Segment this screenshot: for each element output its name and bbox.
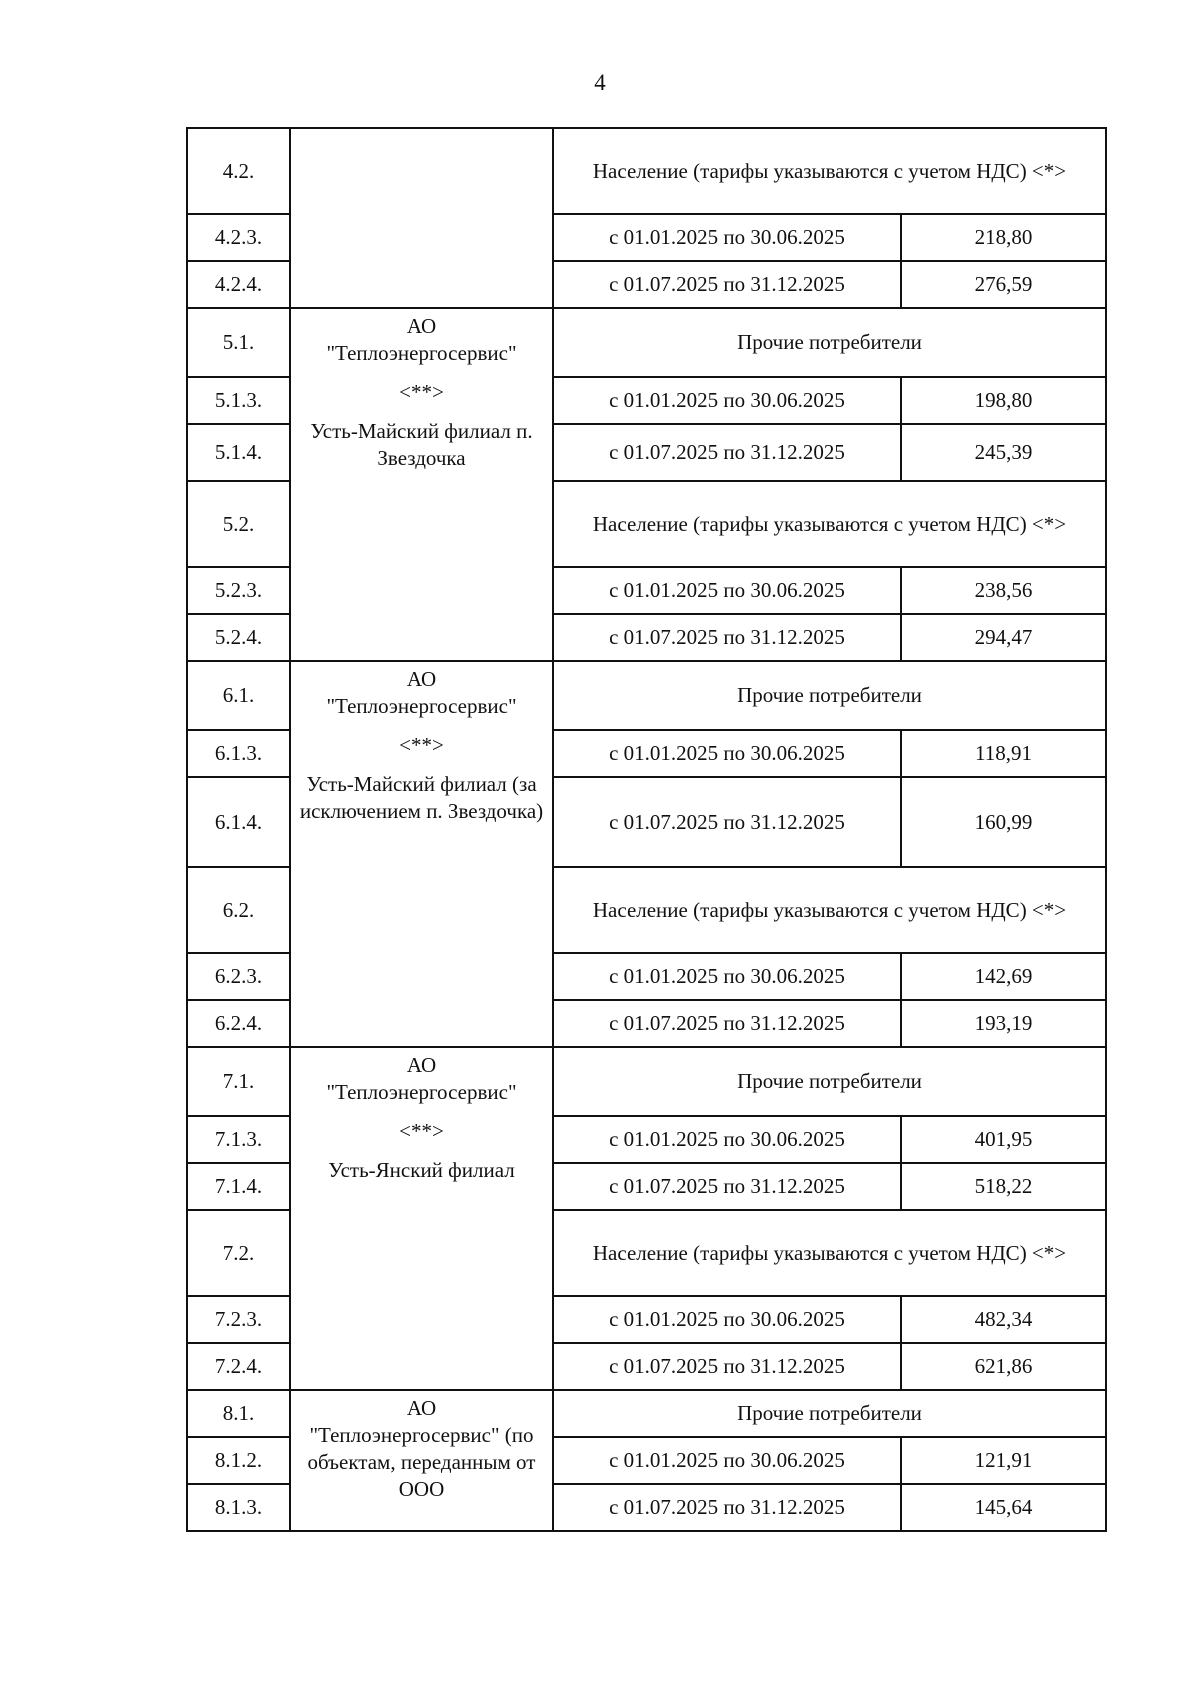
tariff-table	[186, 127, 1107, 1532]
consumer-category: Население (тарифы указываются с учетом НДС) <*>	[553, 867, 1106, 953]
tariff-period: с 01.01.2025 по 30.06.2025	[553, 377, 901, 424]
table-row	[187, 128, 1106, 214]
row-number: 6.2.3.	[187, 953, 290, 1000]
tariff-value: 145,64	[901, 1484, 1106, 1531]
row-number: 8.1.3.	[187, 1484, 290, 1531]
row-number: 4.2.	[187, 128, 290, 214]
tariff-value: 245,39	[901, 424, 1106, 481]
organization-line: "Теплоэнергосервис"	[326, 694, 517, 718]
table-row	[187, 661, 1106, 730]
tariff-period: с 01.01.2025 по 30.06.2025	[553, 1437, 901, 1484]
consumer-category: Прочие потребители	[553, 661, 1106, 730]
organization-line: АО	[406, 1053, 437, 1077]
tariff-period: с 01.01.2025 по 30.06.2025	[553, 567, 901, 614]
tariff-value: 142,69	[901, 953, 1106, 1000]
consumer-category: Население (тарифы указываются с учетом НДС) <*>	[553, 128, 1106, 214]
row-number: 5.1.	[187, 308, 290, 377]
row-number: 8.1.	[187, 1390, 290, 1437]
tariff-value: 482,34	[901, 1296, 1106, 1343]
organization-line: АО	[406, 667, 437, 691]
tariff-period: с 01.01.2025 по 30.06.2025	[553, 730, 901, 777]
row-number: 4.2.3.	[187, 214, 290, 261]
row-number: 7.2.4.	[187, 1343, 290, 1390]
tariff-period: с 01.01.2025 по 30.06.2025	[553, 214, 901, 261]
tariff-period: с 01.07.2025 по 31.12.2025	[553, 1343, 901, 1390]
row-number: 8.1.2.	[187, 1437, 290, 1484]
tariff-value: 401,95	[901, 1116, 1106, 1163]
consumer-category: Прочие потребители	[553, 308, 1106, 377]
organization-spacer	[297, 759, 546, 771]
tariff-period: с 01.01.2025 по 30.06.2025	[553, 953, 901, 1000]
organization-cell	[290, 1047, 553, 1390]
tariff-period: с 01.07.2025 по 31.12.2025	[553, 614, 901, 661]
row-number: 7.2.	[187, 1210, 290, 1296]
tariff-value: 193,19	[901, 1000, 1106, 1047]
tariff-value: 198,80	[901, 377, 1106, 424]
consumer-category: Население (тарифы указываются с учетом НДС) <*>	[553, 1210, 1106, 1296]
row-number: 6.1.	[187, 661, 290, 730]
organization-cell	[290, 1390, 553, 1531]
row-number: 6.2.	[187, 867, 290, 953]
organization-line: Усть-Майский филиал п. Звездочка	[310, 419, 533, 470]
tariff-period: с 01.07.2025 по 31.12.2025	[553, 1484, 901, 1531]
row-number: 5.2.	[187, 481, 290, 567]
tariff-value: 294,47	[901, 614, 1106, 661]
tariff-value: 621,86	[901, 1343, 1106, 1390]
organization-cell	[290, 661, 553, 1047]
tariff-value: 276,59	[901, 261, 1106, 308]
organization-cell	[290, 308, 553, 661]
tariff-period: с 01.07.2025 по 31.12.2025	[553, 424, 901, 481]
tariff-period: с 01.07.2025 по 31.12.2025	[553, 1163, 901, 1210]
table-row	[187, 1047, 1106, 1116]
row-number: 5.1.4.	[187, 424, 290, 481]
organization-spacer	[297, 406, 546, 418]
row-number: 7.1.4.	[187, 1163, 290, 1210]
page-number: 4	[594, 70, 606, 95]
organization-line: Усть-Янский филиал	[328, 1158, 515, 1182]
consumer-category: Прочие потребители	[553, 1047, 1106, 1116]
table-row	[187, 308, 1106, 377]
organization-spacer	[297, 367, 546, 379]
row-number: 6.1.3.	[187, 730, 290, 777]
organization-line: Усть-Майский филиал (за исключением п. Звездочка)	[299, 772, 544, 823]
tariff-value: 118,91	[901, 730, 1106, 777]
organization-line: АО	[406, 1396, 437, 1420]
tariff-table-body	[187, 128, 1106, 1531]
tariff-value: 218,80	[901, 214, 1106, 261]
organization-line: "Теплоэнергосервис"	[326, 341, 517, 365]
consumer-category: Прочие потребители	[553, 1390, 1106, 1437]
organization-line: АО	[406, 314, 437, 338]
organization-spacer	[297, 720, 546, 732]
row-number: 6.2.4.	[187, 1000, 290, 1047]
row-number: 7.1.3.	[187, 1116, 290, 1163]
organization-spacer	[297, 1145, 546, 1157]
row-number: 5.1.3.	[187, 377, 290, 424]
tariff-period: с 01.01.2025 по 30.06.2025	[553, 1296, 901, 1343]
row-number: 4.2.4.	[187, 261, 290, 308]
row-number: 7.2.3.	[187, 1296, 290, 1343]
organization-line: <**>	[399, 733, 444, 757]
organization-line: "Теплоэнергосервис" (по объектам, переданным от ООО	[307, 1423, 536, 1501]
consumer-category: Население (тарифы указываются с учетом НДС) <*>	[553, 481, 1106, 567]
organization-spacer	[297, 1106, 546, 1118]
row-number: 6.1.4.	[187, 777, 290, 867]
organization-line: <**>	[399, 1119, 444, 1143]
tariff-period: с 01.01.2025 по 30.06.2025	[553, 1116, 901, 1163]
tariff-value: 238,56	[901, 567, 1106, 614]
tariff-value: 518,22	[901, 1163, 1106, 1210]
row-number: 7.1.	[187, 1047, 290, 1116]
tariff-period: с 01.07.2025 по 31.12.2025	[553, 1000, 901, 1047]
tariff-period: с 01.07.2025 по 31.12.2025	[553, 777, 901, 867]
tariff-value: 160,99	[901, 777, 1106, 867]
organization-line: <**>	[399, 380, 444, 404]
row-number: 5.2.4.	[187, 614, 290, 661]
table-row	[187, 1390, 1106, 1437]
tariff-value: 121,91	[901, 1437, 1106, 1484]
tariff-period: с 01.07.2025 по 31.12.2025	[553, 261, 901, 308]
organization-line: "Теплоэнергосервис"	[326, 1080, 517, 1104]
organization-cell	[290, 128, 553, 308]
row-number: 5.2.3.	[187, 567, 290, 614]
